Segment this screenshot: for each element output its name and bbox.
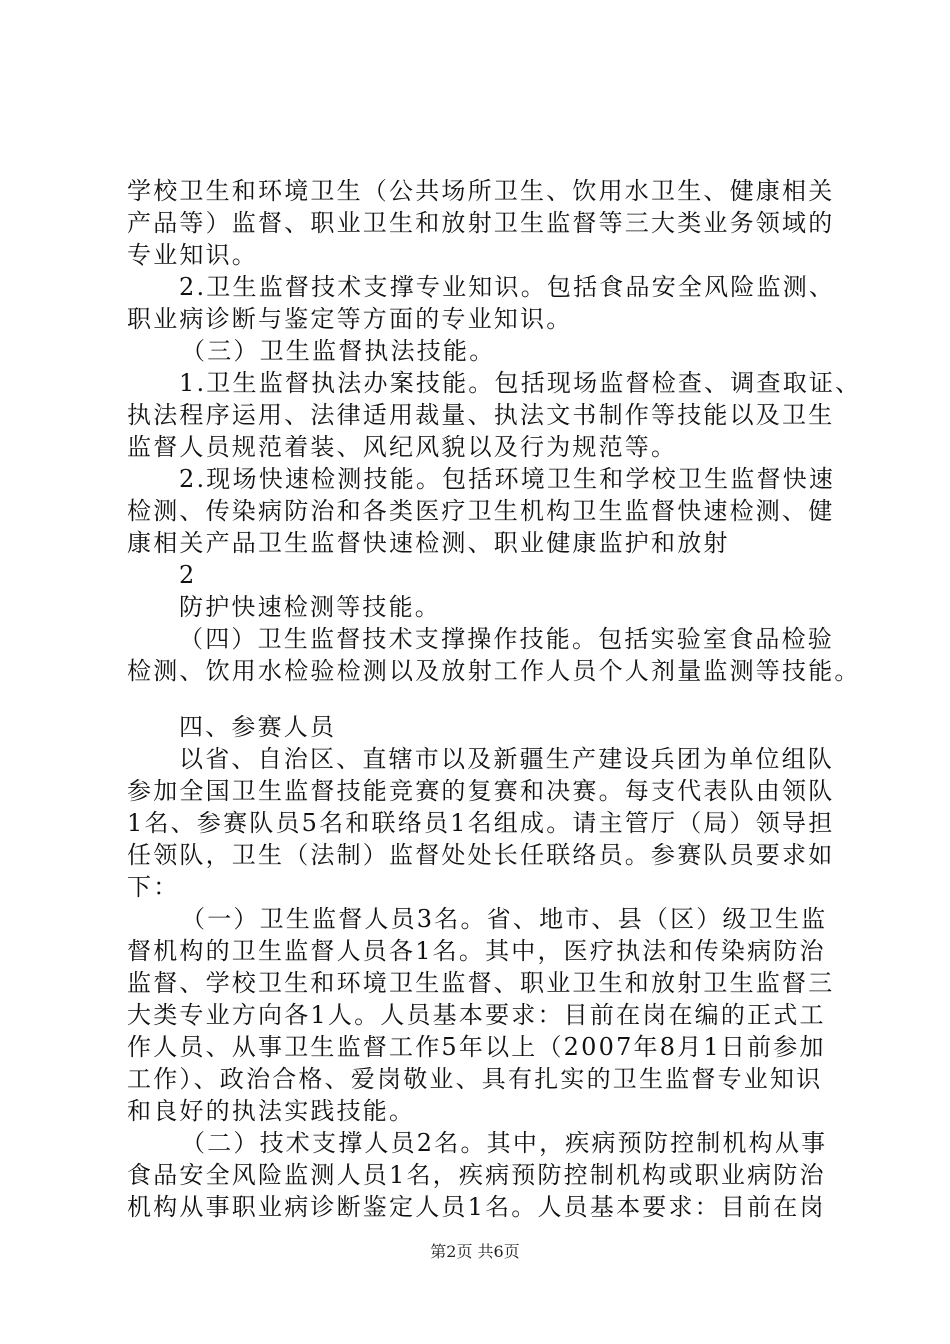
section-heading: （一）卫生监督人员3名。省、地市、县（区）级卫生监 [181, 905, 828, 933]
text-line: 1.卫生监督执法办案技能。包括现场监督检查、调查取证、 [179, 369, 862, 397]
text-line: 监督人员规范着装、风纪风貌以及行为规范等。 [127, 433, 678, 461]
page-number-marker: 2 [179, 561, 197, 589]
text-line: 执法程序运用、法律适用裁量、执法文书制作等技能以及卫生 [127, 401, 835, 429]
section-heading: （三）卫生监督执法技能。 [181, 337, 496, 365]
text-line: 和良好的执法实践技能。 [127, 1097, 416, 1125]
text-line: 监督、学校卫生和环境卫生监督、职业卫生和放射卫生监督三 [127, 969, 835, 997]
text-line: 检测、饮用水检验检测以及放射工作人员个人剂量监测等技能。 [127, 657, 861, 685]
section-heading: （二）技术支撑人员2名。其中，疾病预防控制机构从事 [181, 1129, 828, 1157]
section-heading: （四）卫生监督技术支撑操作技能。包括实验室食品检验 [179, 625, 834, 653]
text-line: 职业病诊断与鉴定等方面的专业知识。 [127, 305, 573, 333]
text-line: 工作）、政治合格、爱岗敬业、具有扎实的卫生监督专业知识 [127, 1065, 823, 1093]
text-line: 食品安全风险监测人员1名，疾病预防控制机构或职业病防治 [127, 1161, 826, 1189]
text-line: 下： [127, 873, 180, 901]
text-line: 检测、传染病防治和各类医疗卫生机构卫生监督快速检测、健 [127, 497, 835, 525]
text-line: 作人员、从事卫生监督工作5年以上（2007年8月1日前参加 [127, 1033, 826, 1061]
text-line: 督机构的卫生监督人员各1名。其中，医疗执法和传染病防治 [127, 937, 826, 965]
text-line: 任领队，卫生（法制）监督处处长任联络员。参赛队员要求如 [127, 841, 835, 869]
text-line: 学校卫生和环境卫生（公共场所卫生、饮用水卫生、健康相关 [127, 177, 835, 205]
page-footer: 第2页 共6页 [430, 1242, 520, 1261]
text-line: 2.卫生监督技术支撑专业知识。包括食品安全风险监测、 [179, 273, 836, 301]
text-line: 防护快速检测等技能。 [179, 593, 441, 621]
text-line: 以省、自治区、直辖市以及新疆生产建设兵团为单位组队 [179, 745, 834, 773]
text-line: 专业知识。 [127, 241, 258, 269]
text-line: 产品等）监督、职业卫生和放射卫生监督等三大类业务领域的 [127, 209, 835, 237]
text-line: 1名、参赛队员5名和联络员1名组成。请主管厅（局）领导担 [127, 809, 835, 837]
text-line: 参加全国卫生监督技能竞赛的复赛和决赛。每支代表队由领队 [127, 777, 835, 805]
text-line: 大类专业方向各1人。人员基本要求：目前在岗在编的正式工 [127, 1001, 826, 1029]
text-line: 康相关产品卫生监督快速检测、职业健康监护和放射 [127, 529, 730, 557]
text-line: 机构从事职业病诊断鉴定人员1名。人员基本要求：目前在岗 [127, 1193, 826, 1221]
text-line: 2.现场快速检测技能。包括环境卫生和学校卫生监督快速 [179, 465, 836, 493]
section-heading: 四、参赛人员 [179, 713, 337, 741]
